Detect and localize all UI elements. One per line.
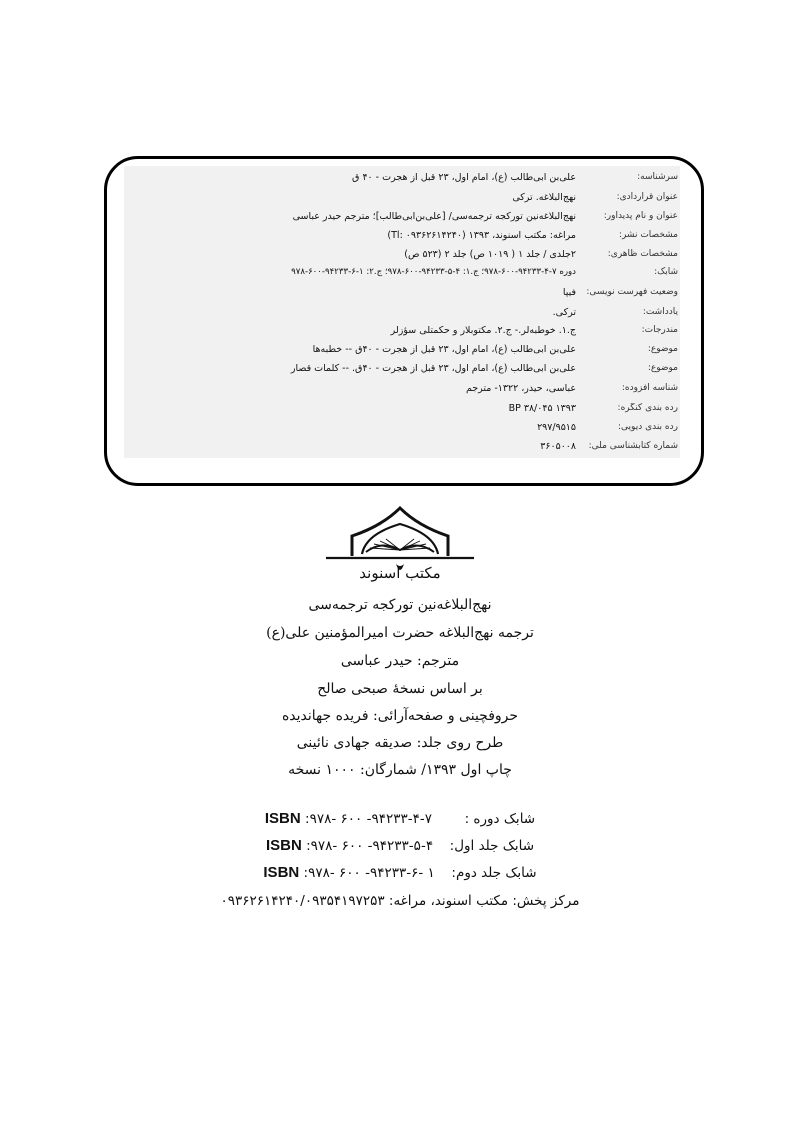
catalog-label: رده بندی کنگره: [617, 403, 678, 413]
catalog-row [124, 207, 680, 225]
catalog-value: علی‌بن ابی‌طالب (ع)، امام اول، ۲۳ قبل از هجرت - ۴۰ ق [352, 171, 576, 183]
source-edition-credit: بر اساس نسخهٔ صبحی صالح [317, 681, 483, 697]
cataloging-in-publication-table [124, 166, 680, 458]
catalog-label: رده بندی دیویی: [618, 422, 678, 432]
catalog-value: ۲۹۷/۹۵۱۵ [537, 421, 576, 433]
catalog-row [124, 188, 680, 206]
isbn-number: ۱ -۶-۹۴۲۳۳- ۶۰۰ -۹۷۸: [303, 865, 435, 881]
isbn-label: شابک جلد دوم: [451, 865, 537, 881]
catalog-row [124, 399, 680, 417]
catalog-row [124, 283, 680, 301]
isbn-code: ISBN [265, 837, 302, 854]
catalog-label: شابک: [654, 267, 678, 277]
catalog-label: شماره کتابشناسی ملی: [588, 441, 678, 451]
catalog-value: عباسی، حیدر، ۱۳۲۲- مترجم [465, 382, 576, 394]
catalog-label: سرشناسه: [637, 172, 678, 182]
isbn-number: ۷-۴-۹۴۲۳۳- ۶۰۰ -۹۷۸: [305, 811, 432, 827]
catalog-label: یادداشت: [642, 307, 678, 317]
cover-design-credit: طرح روی جلد: صدیقه جهادی نائینی [296, 735, 504, 751]
catalog-value: BP ۳۸/۰۴۵ ۱۳۹۳ [508, 402, 576, 414]
book-title: نهج‌البلاغه‌نین تورکجه ترجمه‌سی [308, 597, 492, 613]
catalog-value: ۳۶۰۵۰۰۸ [540, 440, 576, 452]
isbn-volume-1 [0, 837, 800, 854]
catalog-value: ترکی. [552, 306, 576, 318]
catalog-value: مراغه: مکتب اسنوند، ۱۳۹۳ (۰۹۳۶۲۶۱۴۲۴۰ :Tl) [387, 229, 576, 241]
catalog-label: عنوان و نام پدیدآور: [603, 211, 678, 221]
catalog-row [124, 263, 680, 281]
catalog-row [124, 418, 680, 436]
catalog-value: نهج‌البلاغه. ترکی [512, 191, 576, 203]
catalog-value: ج.۱. خوطبه‌لر.- ج.۲. مکتوبلار و حکمتلی سؤزلر [390, 324, 576, 336]
catalog-label: شناسه افزوده: [621, 383, 678, 393]
catalog-row [124, 245, 680, 263]
book-subtitle: ترجمه نهج‌البلاغه حضرت امیرالمؤمنین علی(ع) [266, 625, 534, 641]
distribution-center: مرکز پخش: مکتب اسنوند، مراغه: ۰۹۳۶۲۶۱۴۲۴۰/۰۹۳۵۴۱۹۷۲۵۳ [220, 893, 580, 909]
catalog-row [124, 437, 680, 455]
catalog-row [124, 340, 680, 358]
publisher-logo-text: مکتب اسنوند [359, 564, 441, 582]
print-run-info: چاپ اول ۱۳۹۳/ شمارگان: ۱۰۰۰ نسخه [288, 762, 512, 778]
isbn-set [0, 810, 800, 827]
isbn-number: ۴-۵-۹۴۲۳۳- ۶۰۰ -۹۷۸: [306, 838, 434, 854]
catalog-row [124, 321, 680, 339]
catalog-label: عنوان قراردادی: [616, 192, 678, 202]
catalog-value: علی‌بن ابی‌طالب (ع)، امام اول، ۲۳ قبل از هجرت - ۴۰ق. -- کلمات قصار [290, 362, 576, 374]
catalog-label: وضعیت فهرست نویسی: [586, 287, 678, 297]
catalog-label: موضوع: [647, 363, 678, 373]
catalog-label: مندرجات: [641, 325, 678, 335]
isbn-volume-2 [0, 864, 800, 881]
catalog-value: علی‌بن ابی‌طالب (ع)، امام اول، ۲۳ قبل از هجرت - ۴۰ق -- خطبه‌ها [312, 343, 576, 355]
translator-credit: مترجم: حیدر عباسی [340, 653, 460, 669]
isbn-label: شابک دوره : [464, 811, 536, 827]
isbn-code: ISBN [263, 864, 300, 881]
catalog-value: فیپا [562, 286, 576, 298]
catalog-row [124, 379, 680, 397]
isbn-code: ISBN [264, 810, 301, 827]
catalog-value: ۲جلدی / جلد ۱ ( ۱۰۱۹ ص) جلد ۲ (۵۲۳ ص) [404, 248, 576, 260]
catalog-label: مشخصات نشر: [618, 230, 678, 240]
typesetting-credit: حروفچینی و صفحه‌آرائی: فریده جهاندیده [281, 708, 519, 724]
catalog-value: نهج‌البلاغه‌نین تورکجه ترجمه‌سی/ [علی‌بن‌ابی‌طالب]؛ مترجم حیدر عباسی [292, 210, 576, 222]
catalog-label: مشخصات ظاهری: [607, 249, 678, 259]
catalog-row [124, 303, 680, 321]
catalog-row [124, 359, 680, 377]
catalog-label: موضوع: [647, 344, 678, 354]
catalog-row [124, 226, 680, 244]
catalog-row [124, 168, 680, 186]
catalog-value: دوره ۷-۴-۹۴۲۳۳-۶۰۰-۹۷۸؛ ج.۱: ۴-۵-۹۴۲۳۳-۶۰۰-۹۷۸؛ ج.۲: ۱-۶-۹۴۲۳۳-۶۰۰-۹۷۸ [291, 267, 576, 277]
isbn-label: شابک جلد اول: [449, 838, 535, 854]
publisher-logo [322, 506, 478, 588]
